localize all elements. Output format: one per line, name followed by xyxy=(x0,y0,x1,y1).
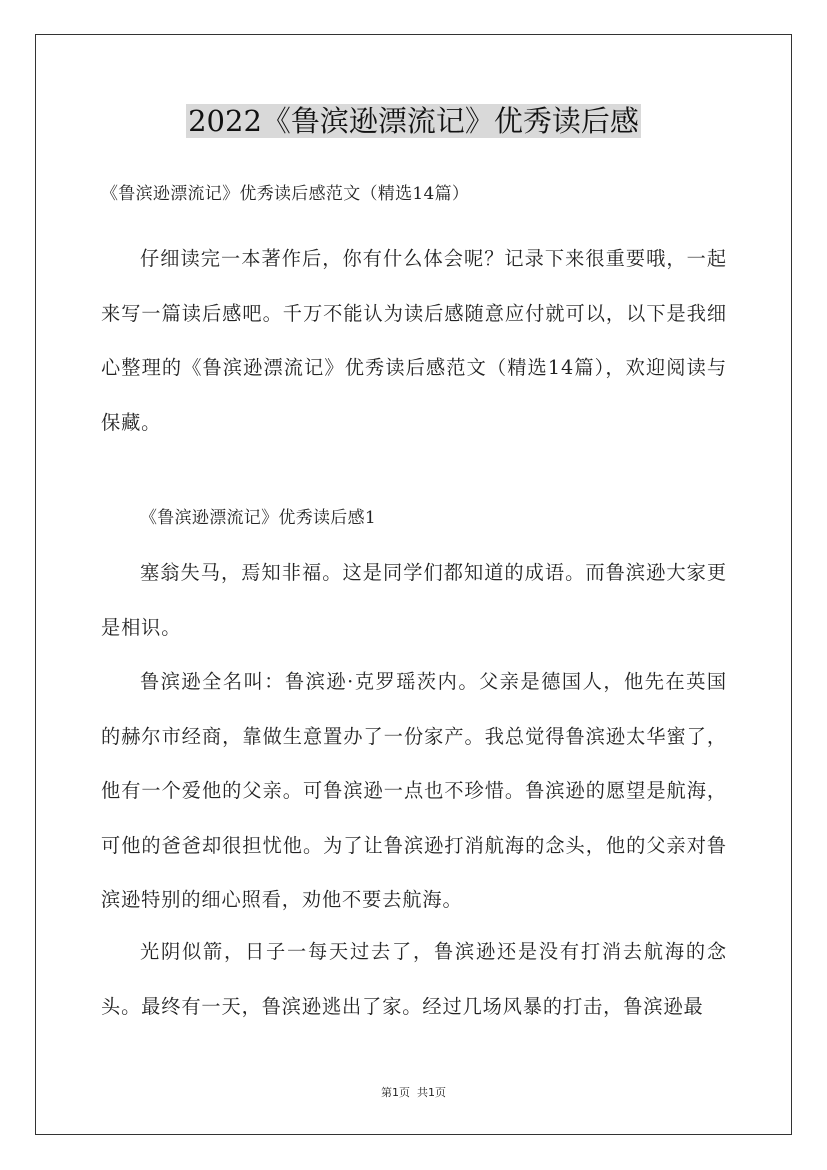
body-paragraph-3: 光阴似箭，日子一每天过去了，鲁滨逊还是没有打消去航海的念头。最终有一天，鲁滨逊逃出了家。经过几场风暴的打击，鲁滨逊最 xyxy=(101,940,727,1018)
page-footer: 第1页 共1页 xyxy=(381,1086,446,1099)
section-heading: 《鲁滨逊漂流记》优秀读后感1 xyxy=(140,508,377,528)
document-subtitle: 《鲁滨逊漂流记》优秀读后感范文（精选14篇） xyxy=(101,184,470,204)
body-paragraph-1: 塞翁失马，焉知非福。这是同学们都知道的成语。而鲁滨逊大家更是相识。 xyxy=(101,561,727,639)
document-title-text: 2022《鲁滨逊漂流记》优秀读后感 xyxy=(188,104,639,138)
intro-paragraph: 仔细读完一本著作后，你有什么体会呢？记录下来很重要哦，一起来写一篇读后感吧。千万不能认为读后感随意应付就可以，以下是我细心整理的《鲁滨逊漂流记》优秀读后感范文（精选14篇），欢迎阅读与保藏。 xyxy=(101,247,727,434)
body-paragraph-2: 鲁滨逊全名叫：鲁滨逊·克罗瑶茨内。父亲是德国人，他先在英国的赫尔市经商，靠做生意置办了一份家产。我总觉得鲁滨逊太华蜜了，他有一个爱他的父亲。可鲁滨逊一点也不珍惜。鲁滨逊的愿望是航海，可他的爸爸却很担忧他。为了让鲁滨逊打消航海的念头，他的父亲对鲁滨逊特别的细心照看，劝他不要去航海。 xyxy=(101,670,727,911)
document-title xyxy=(0,100,827,142)
